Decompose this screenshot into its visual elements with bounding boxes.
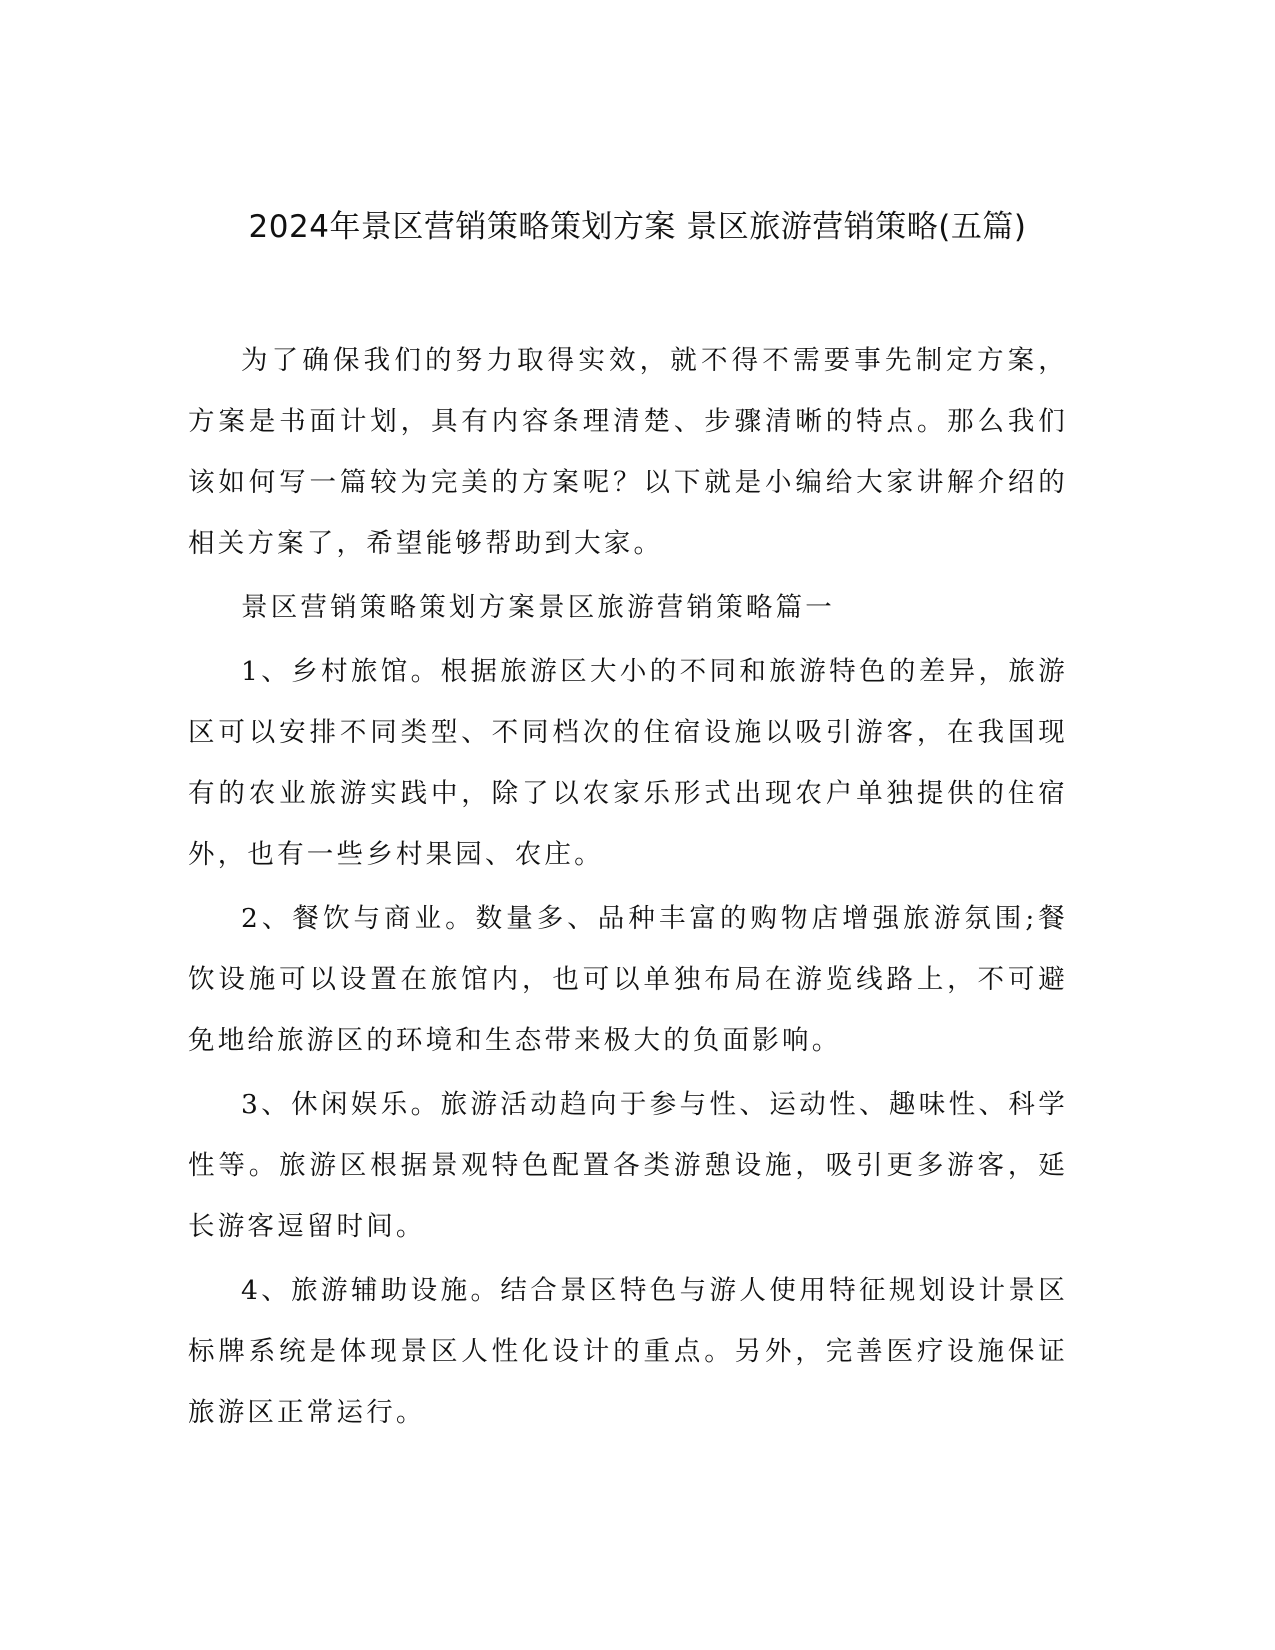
section-heading: 景区营销策略策划方案景区旅游营销策略篇一 (241, 592, 835, 623)
item-paragraph-2: 2、餐饮与商业。数量多、品种丰富的购物店增强旅游氛围;餐饮设施可以设置在旅馆内，也可以单独布局在游览线路上，不可避免地给旅游区的环境和生态带来极大的负面影响。 (188, 903, 1068, 1056)
item-paragraph-4: 4、旅游辅助设施。结合景区特色与游人使用特征规划设计景区标牌系统是体现景区人性化设计的重点。另外，完善医疗设施保证旅游区正常运行。 (188, 1275, 1068, 1428)
item-paragraph-3: 3、休闲娱乐。旅游活动趋向于参与性、运动性、趣味性、科学性等。旅游区根据景观特色配置各类游憩设施，吸引更多游客，延长游客逗留时间。 (188, 1089, 1068, 1242)
item-paragraph-1: 1、乡村旅馆。根据旅游区大小的不同和旅游特色的差异，旅游区可以安排不同类型、不同档次的住宿设施以吸引游客，在我国现有的农业旅游实践中，除了以农家乐形式出现农户单独提供的住宿外，也有一些乡村果园、农庄。 (188, 656, 1068, 870)
intro-paragraph: 为了确保我们的努力取得实效，就不得不需要事先制定方案，方案是书面计划，具有内容条理清楚、步骤清晰的特点。那么我们该如何写一篇较为完美的方案呢？以下就是小编给大家讲解介绍的相关方案了，希望能够帮助到大家。 (188, 345, 1068, 559)
document-title: 2024年景区营销策略策划方案 景区旅游营销策略(五篇) (248, 209, 1027, 245)
document-body (188, 330, 1068, 1446)
